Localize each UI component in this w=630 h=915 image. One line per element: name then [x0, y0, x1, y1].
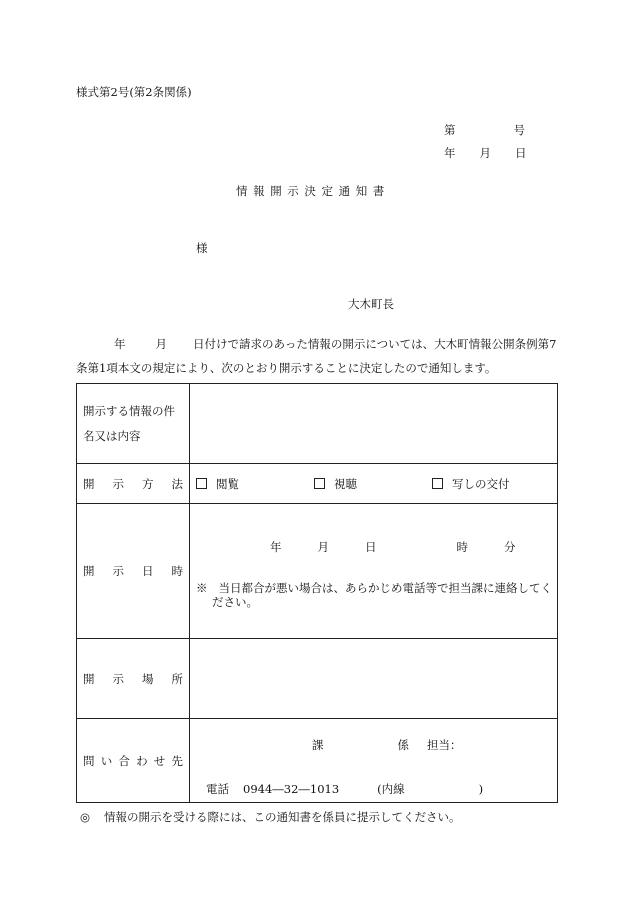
form-code: 様式第2号(第2条関係)	[76, 85, 192, 99]
method-label-char: 法	[171, 476, 183, 491]
contact-label-char: 先	[171, 753, 183, 768]
subject-value[interactable]	[190, 384, 558, 464]
method-option-label: 視聴	[334, 476, 357, 491]
datetime-fields	[190, 539, 557, 555]
note-mark: ※	[196, 581, 208, 595]
place-label-char: 示	[112, 671, 124, 686]
datetime-label-char: 示	[112, 564, 124, 578]
phone-label: 電話	[206, 781, 229, 796]
method-option-label: 閲覧	[216, 476, 239, 491]
place-label	[77, 639, 190, 719]
contact-label-char: い	[100, 753, 113, 768]
checkbox-copy[interactable]	[432, 478, 443, 489]
method-label	[77, 464, 190, 504]
dt-minute: 分	[504, 540, 516, 554]
method-option-label: 写しの交付	[452, 476, 510, 491]
method-label-char: 方	[142, 476, 154, 491]
contact-phone	[190, 781, 557, 797]
row-place	[77, 639, 558, 719]
contact-value[interactable]	[190, 719, 558, 803]
body-year: 年	[114, 337, 126, 351]
issue-date-day: 日	[515, 146, 527, 160]
row-datetime	[77, 504, 558, 639]
datetime-label-char: 開	[83, 564, 95, 578]
method-option-listen[interactable]	[314, 476, 432, 492]
contact-label-char: 問	[83, 753, 95, 768]
datetime-label-char: 時	[171, 564, 183, 578]
dt-year: 年	[270, 540, 282, 554]
issue-date	[444, 145, 527, 161]
dt-day: 日	[365, 540, 377, 554]
contact-label-char: せ	[153, 753, 166, 768]
method-option-copy[interactable]	[432, 476, 510, 492]
subject-label-line-1: 開示する情報の件	[83, 403, 175, 418]
issue-date-month: 月	[479, 146, 491, 160]
contact-label	[77, 719, 190, 803]
method-label-char: 示	[112, 476, 124, 491]
subject-label-line-2: 名又は内容	[83, 428, 141, 443]
datetime-label	[77, 504, 190, 639]
extension-open: (内線	[377, 781, 405, 796]
document-number-suffix: 号	[513, 123, 525, 137]
contact-department	[190, 737, 557, 753]
contact-unit: 係	[397, 737, 409, 752]
place-label-char: 所	[171, 671, 183, 686]
method-option-view[interactable]	[196, 476, 314, 492]
dt-month: 月	[317, 540, 329, 554]
place-label-char: 場	[142, 671, 154, 686]
contact-label-char: 合	[118, 753, 130, 768]
note-line-2: ださい。	[212, 595, 258, 609]
document-title: 情報開示決定通知書	[236, 184, 390, 198]
row-method	[77, 464, 558, 504]
document-number	[444, 122, 525, 138]
note-line-1: 当日都合が悪い場合は、あらかじめ電話等で担当課に連絡してく	[218, 581, 552, 595]
contact-label-char: わ	[136, 753, 148, 768]
row-subject	[77, 384, 558, 464]
addressee: 様	[196, 241, 208, 255]
datetime-value[interactable]	[190, 504, 558, 639]
issuer-name: 大木町長	[348, 297, 394, 311]
row-contact	[77, 719, 558, 803]
checkbox-view[interactable]	[196, 478, 207, 489]
extension-close: )	[478, 781, 484, 796]
document-number-prefix: 第	[444, 123, 456, 137]
footnote	[80, 809, 461, 825]
subject-label	[77, 384, 190, 464]
footnote-mark: ◎	[80, 810, 91, 824]
body-line-1	[76, 332, 556, 356]
contact-person: 担当：	[427, 737, 462, 752]
issue-date-year: 年	[444, 146, 456, 160]
method-options	[190, 464, 558, 504]
body-paragraph	[76, 332, 556, 380]
datetime-note	[190, 581, 557, 609]
datetime-label-char: 日	[142, 564, 154, 578]
footnote-text: 情報の開示を受ける際には、この通知書を係員に提示してください。	[104, 810, 461, 824]
checkbox-listen[interactable]	[314, 478, 325, 489]
place-label-char: 開	[83, 671, 95, 686]
place-value[interactable]	[190, 639, 558, 719]
disclosure-table	[76, 383, 558, 803]
method-label-char: 開	[83, 476, 95, 491]
phone-number: 0944―32―1013	[243, 781, 340, 796]
body-month: 月	[155, 337, 167, 351]
body-text-1: 日付けで請求のあった情報の開示については、大木町情報公開条例第7	[193, 337, 557, 351]
dt-hour: 時	[456, 540, 468, 554]
body-line-2: 条第1項本文の規定により、次のとおり開示することに決定したので通知します。	[76, 361, 497, 375]
contact-section: 課	[312, 737, 324, 752]
